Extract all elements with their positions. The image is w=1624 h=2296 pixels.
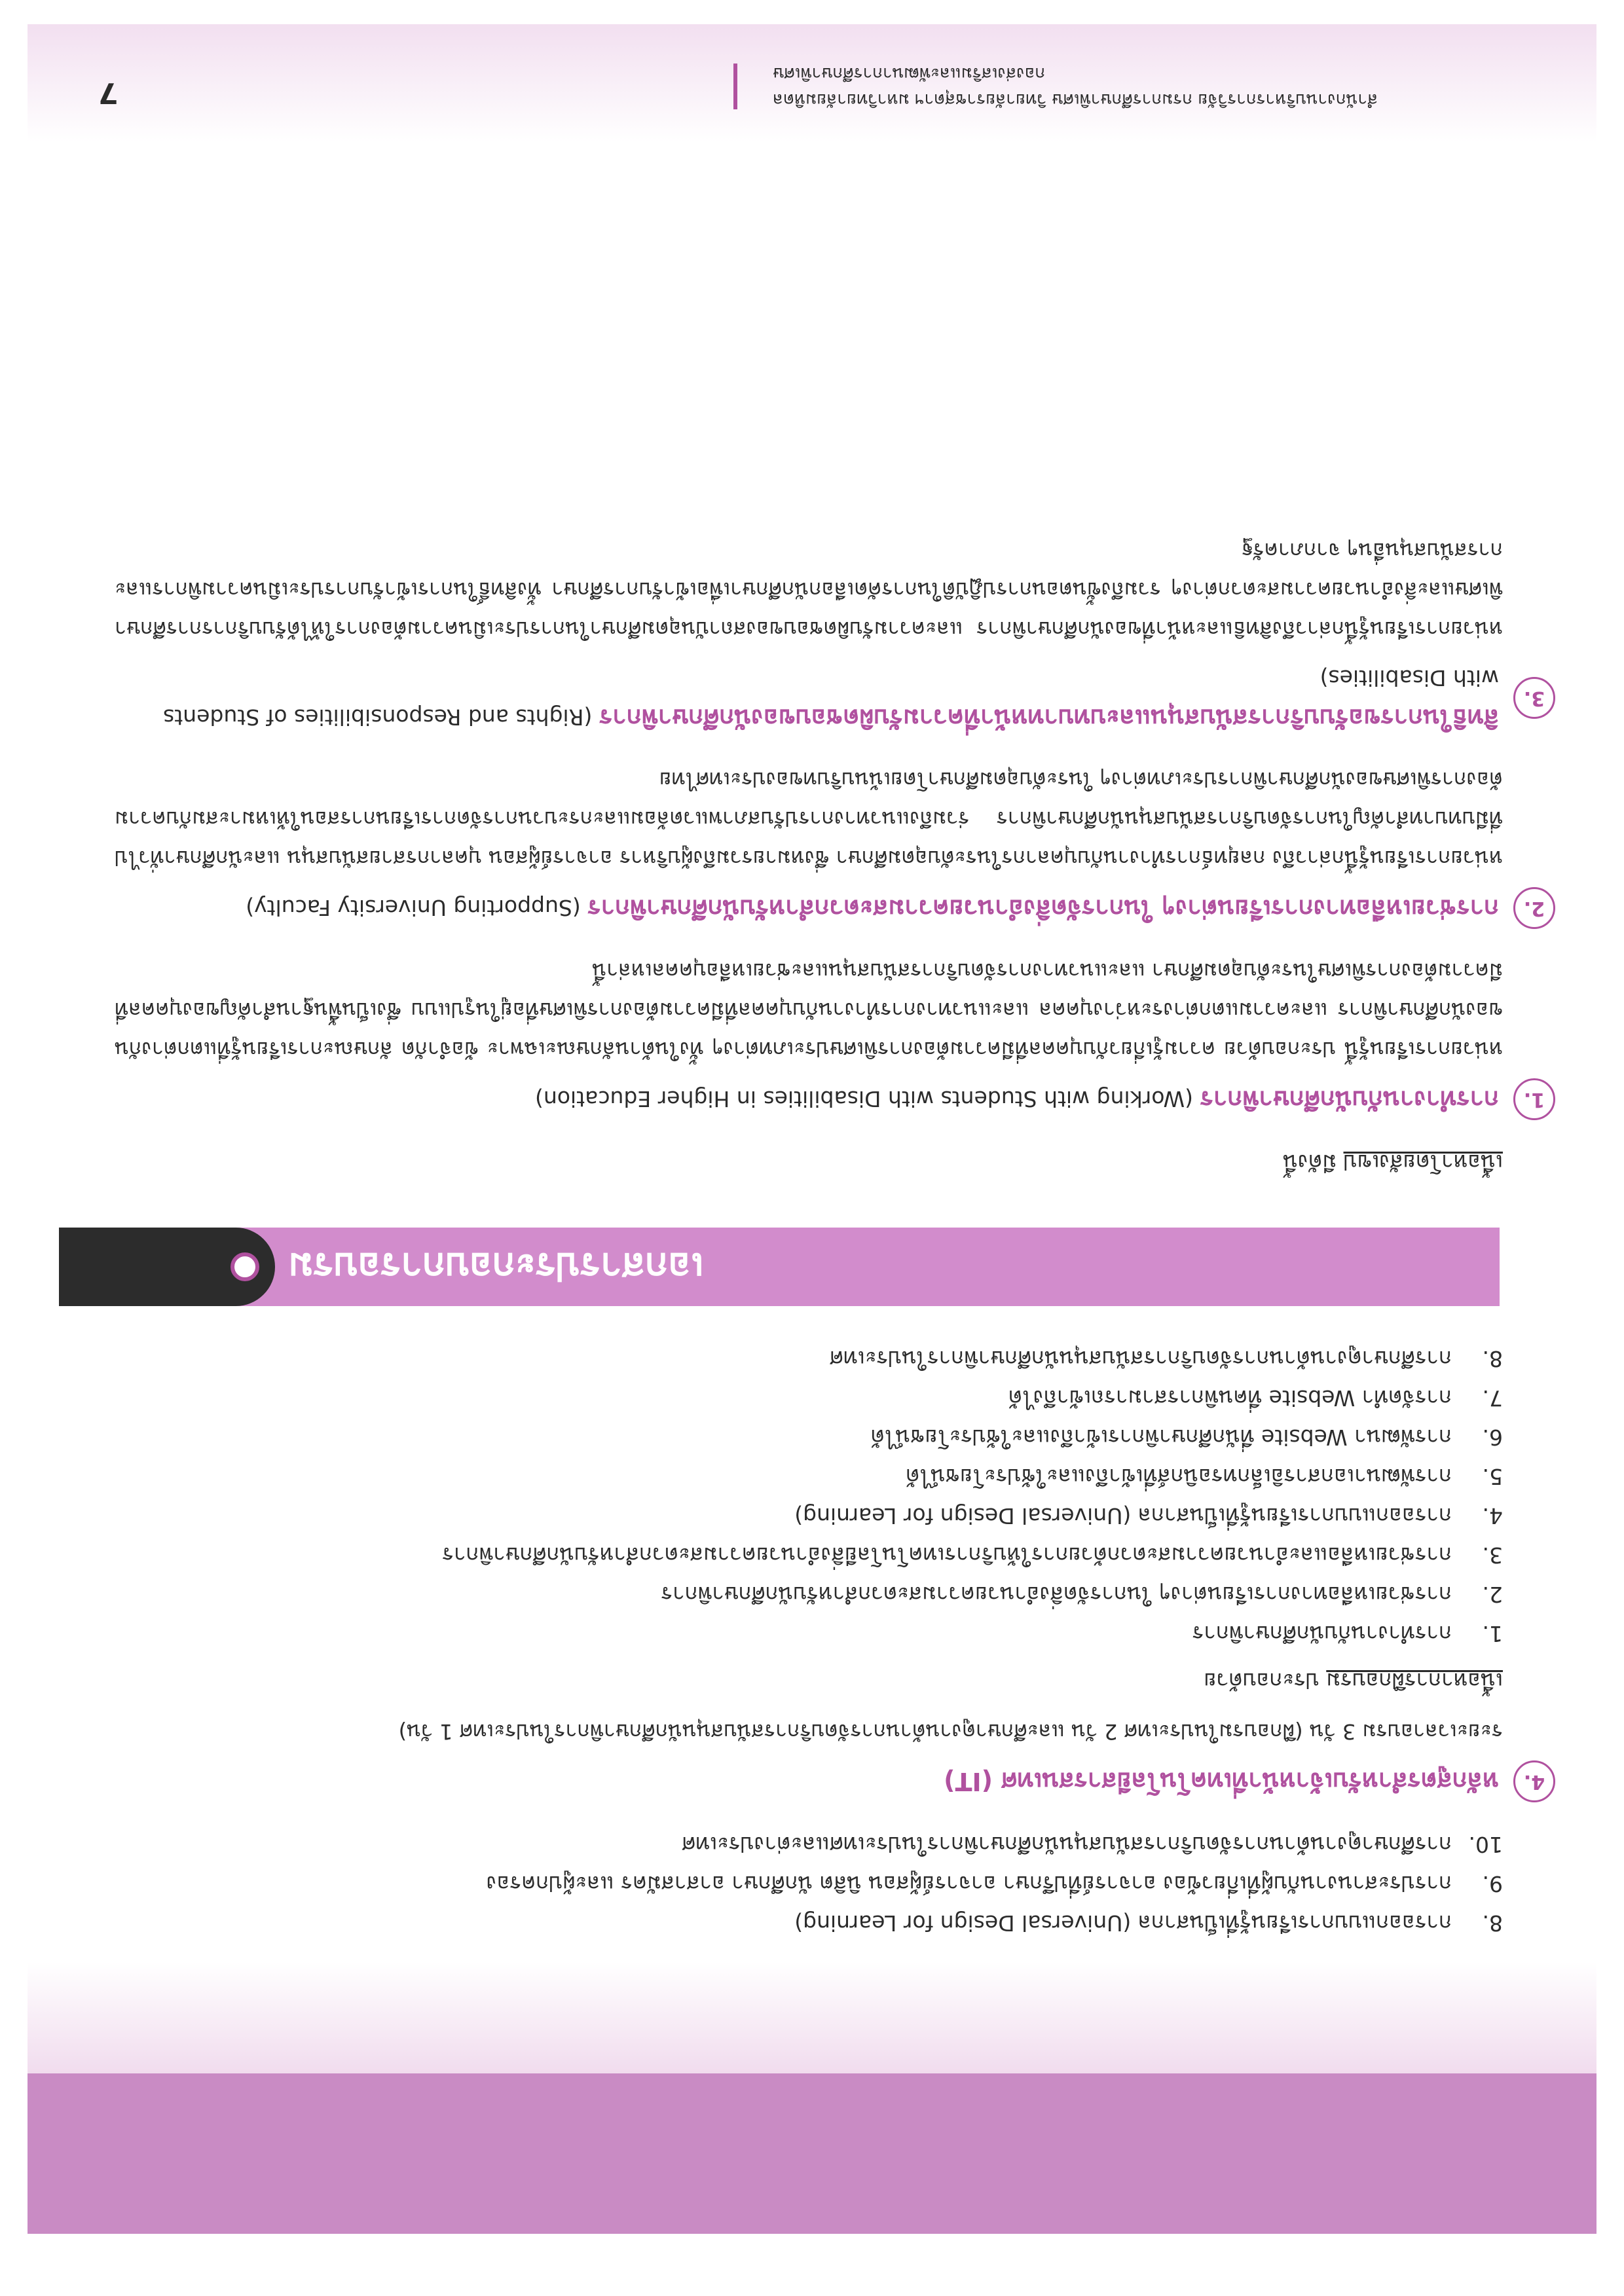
section-number: 2. (1513, 887, 1555, 929)
section-4-list (115, 1339, 1503, 1653)
section-title: การทำงานกับนักศึกษาพิการ (1200, 1085, 1499, 1114)
section-title-en: (Supporting University Faculty) (246, 895, 588, 920)
section-4-heading (115, 1760, 1555, 1802)
section-4-description: ระยะเวลาอบรม 3 วัน (ฝึกอบรมในประเทศ 2 วัน และศึกษาดูงานด้านการจัดบริการสนับสนุนนักศึกษาพิการในประเทศ 1 วัน) (398, 1719, 1503, 1744)
section-number: 3. (1513, 677, 1555, 719)
doc-2-heading (115, 887, 1555, 929)
page-content (115, 524, 1545, 1942)
list-item: 2. การช่วยเหลือทางการเรียนต่างๆ ในการจัดสิ่งอำนวยความสะดวกสำหรับนักศึกษาพิการ (661, 1582, 1503, 1607)
list-item: 7. การจัดทำ Website ที่คนพิการสามารถเข้าถึงได้ (1008, 1385, 1503, 1411)
doc-3-body: หน่วยการเรียนรู้นี้กล่าวถึงสิทธิและหน้าที่ของนักศึกษาพิการ และความรับผิดชอบของสถาบันอุดมศึกษาในการประเมินความต้องการให้ได้รับบริการการศึกษาพิเศษและสิ่งอำนวยความสะดวกต่างๆ รวมถึงขั้นตอนการปฏิบัติในการคัดเลือกนักศึกษาเพื่อเข้ารับการศึกษา ทั้งสิทธิ์ในการเข้ารับการประเมินความพิการและการสนับสนุนอื่นๆ จากภาครัฐ (115, 538, 1503, 642)
bullet-dot-icon (231, 1252, 259, 1281)
list-item: 6. การพัฒนา Website ที่นักศึกษาพิการเข้าถึงและใช้ประโยชน์ได้ (870, 1425, 1503, 1450)
doc-intro: เนื้อหาโดยสังเขป มีดังนี้ (1283, 1150, 1503, 1175)
section-number: 4. (1513, 1760, 1555, 1802)
top-list (115, 1825, 1503, 1942)
doc-1-heading (115, 1078, 1555, 1120)
content-subheading: เนื้อหาการฝึกอบรม ประกอบด้วย (1204, 1668, 1503, 1694)
section-title: หลักสูตรสำหรับเจ้าหน้าที่เทคโนโลยีสารสนเทศ (IT) (944, 1767, 1499, 1796)
list-item: 3. การช่วยเหลือและอำนวยความสะดวกด้วยการให้บริการเทคโนโลยีสิ่งอำนวยความสะดวกสำหรับนักศึกษาพิการ (442, 1542, 1503, 1568)
list-item: 4. การออกแบบการเรียนรู้ที่เป็นสากล (Universal Design for Learning) (794, 1503, 1503, 1529)
list-item: 8. การออกแบบการเรียนรู้ที่เป็นสากล (Universal Design for Learning) (794, 1910, 1503, 1936)
footer-text: สำนักงานบริหารการวิจัย กรมการศึกษาพิเศษ วิทยาลัยราชสุดาฯ มหาวิทยาลัยมหิดล กองส่งเสริมและพัฒนาการศึกษาพิเศษ (773, 64, 1378, 109)
page-number: 7 (98, 76, 119, 109)
section-title: การช่วยเหลือทางการเรียนต่างๆ ในการจัดสิ่งอำนวยความสะดวกสำหรับนักศึกษาพิการ (587, 894, 1499, 923)
list-item: 1. การทำงานกับนักศึกษาพิการ (1192, 1621, 1503, 1647)
section-title-en: (Working with Students with Disabilities in Higher Education) (535, 1086, 1200, 1112)
doc-3-heading (115, 658, 1555, 738)
doc-1-body: หน่วยการเรียนรู้นี้ ประกอบด้วย ความรู้เกี่ยวกับบุคคลที่มีความต้องการพิเศษประเภทต่างๆ ทั้งในด้านลักษณะเฉพาะ ข้อจำกัด ลักษณะการเรียนรู้ที่แตกต่างกันของนักศึกษาพิการ และความแตกต่างระหว่างบุคคล และแนวทางการทำงานกับบุคคลที่มีความต้องการพิเศษที่อยู่ในรูปแบบ ซึ่งเป็นพื้นฐานสำคัญของบุคคลที่มีความต้องการพิเศษในระดับอุดมศึกษา และแนวทางการจัดบริการสนับสนุนและช่วยเหลือบุคคลเหล่านี้ (115, 958, 1503, 1062)
section-title-en: (Rights and Responsibilities of Students with Disabilities) (163, 665, 1499, 730)
doc-2-body: หน่วยการเรียนรู้นี้กล่าวถึง กลยุทธ์การทำงานกับบุคลากรในระดับอุดมศึกษา ซึ่งหมายรวมถึงผู้บริหาร อาจารย์ผู้สอน บุคลากรสายสนับสนุน และนักศึกษาทั่วไป ที่มีบทบาทสำคัญในการจัดบริการสนับสนุนนักศึกษาพิการ ร่วมถึงแนวทางการปรับสภาพแวดล้อมและกระบวนการจัดการเรียนการสอนให้เหมาะสมกับความต้องการพิเศษของนักศึกษาพิการประเภทต่างๆ ในระดับอุดมศึกษาโดยเน้นบริบทของประเทศไทย (115, 767, 1503, 871)
footer-divider (733, 64, 737, 109)
header-fade (28, 1962, 1596, 2073)
header-band (28, 2073, 1596, 2234)
section-number: 1. (1513, 1078, 1555, 1120)
section-title: สิทธิในการขอรับบริการสนับสนุนและบทบาทหน้าที่ความรับผิดชอบของนักศึกษาพิการ (599, 704, 1499, 733)
list-item: 8. การศึกษาดูงานด้านการจัดบริการสนับสนุนนักศึกษาพิการในประเทศ (829, 1346, 1503, 1372)
banner-title: เอกสารประกอบการอบรม (288, 1245, 704, 1289)
list-item: 9. การประสานงานกับผู้ที่เกี่ยวข้อง อาจารย์ที่ปรึกษา อาจารย์ผู้สอน นิสิต นักศึกษา อาสาสมัคร และผู้ปกครอง (486, 1871, 1503, 1897)
section-banner (59, 1228, 1624, 1306)
list-item: 10. การศึกษาดูงานด้านการจัดบริการสนับสนุนนักศึกษาพิการในประเทศและต่างประเทศ (682, 1832, 1503, 1857)
list-item: 5. การพัฒนาเอกสารอิเล็กทรอนิกส์ที่เข้าถึงและใช้ประโยชน์ได้ (905, 1464, 1503, 1489)
